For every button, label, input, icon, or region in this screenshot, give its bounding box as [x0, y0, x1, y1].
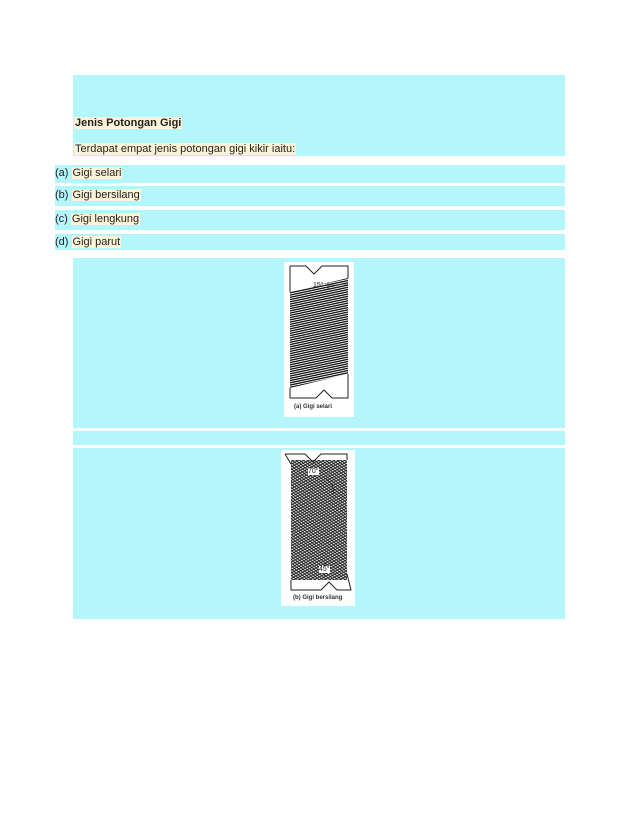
angle-label: 15° [313, 282, 324, 289]
list-item [55, 236, 121, 248]
list-text: Gigi parut [72, 236, 121, 248]
list-marker: (c) [55, 213, 68, 225]
figure-caption: (a) Gigi selari [294, 404, 333, 410]
list-text: Gigi selari [72, 167, 122, 179]
section-heading: Jenis Potongan Gigi [75, 117, 182, 129]
figure-spacer-bottom [73, 607, 565, 619]
list-marker: (b) [55, 189, 69, 201]
list-item [55, 213, 140, 225]
figure-caption: (b) Gigi bersilang [293, 595, 343, 601]
list-row-a-bg [55, 165, 565, 183]
list-item [55, 189, 141, 201]
list-text: Gigi bersilang [72, 189, 140, 201]
figure-spacer [73, 431, 565, 445]
angle-label-top: 70° [308, 468, 319, 475]
list-marker: (a) [55, 167, 69, 179]
figure-gigi-selari [284, 262, 354, 417]
figure-gigi-bersilang [281, 450, 355, 606]
section-intro: Terdapat empat jenis potongan gigi kikir iaitu: [75, 143, 296, 155]
angle-label-bottom: 45° [319, 566, 330, 573]
list-marker: (d) [55, 236, 69, 248]
list-item [55, 167, 122, 179]
list-row-d-bg [55, 234, 565, 250]
list-text: Gigi lengkung [71, 213, 140, 225]
